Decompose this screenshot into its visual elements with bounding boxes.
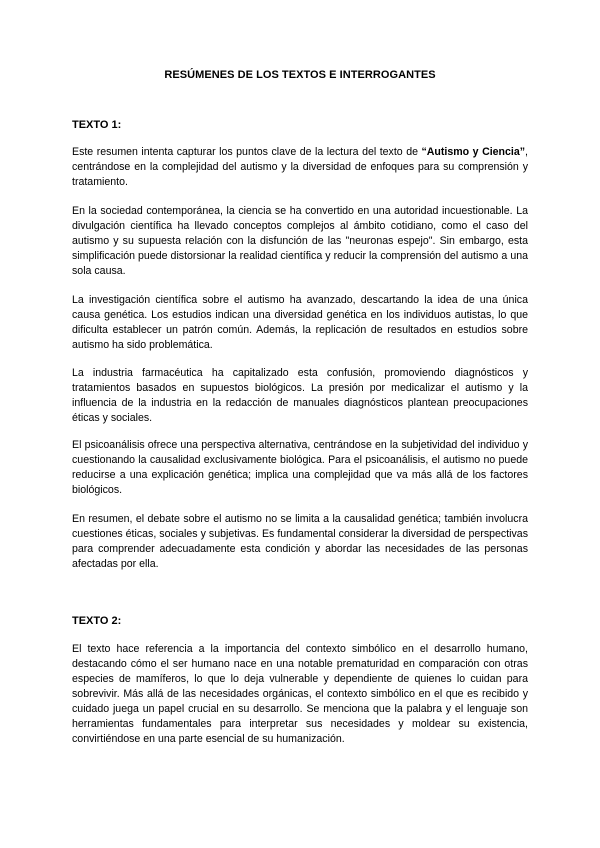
texto1-intro-paragraph [72, 145, 528, 190]
intro-text-before: Este resumen intenta capturar los puntos clave de la lectura del texto de [72, 146, 422, 158]
texto1-paragraph: La investigación científica sobre el autismo ha avanzado, descartando la idea de una única causa genética. Los estudios indican una diversidad genética en los individuos autistas, lo que dificulta establecer un patrón común. Además, la replicación de resultados en estudios sobre autismo ha sido problemática. [72, 294, 528, 351]
intro-text-after: , centrándose en la complejidad del autismo y la diversidad de enfoques para su comprensión y tratamiento. [72, 146, 528, 188]
texto1-paragraph: En la sociedad contemporánea, la ciencia se ha convertido en una autoridad incuestionable. La divulgación científica ha llevado conceptos complejos al ámbito cotidiano, como el caso del autismo y su supuesta relación con la disfunción de las "neuronas espejo". Sin embargo, esta simplificación puede distorsionar la realidad científica y reducir la comprensión del autismo a una sola causa. [72, 205, 528, 277]
texto2-paragraph: El texto hace referencia a la importancia del contexto simbólico en el desarrollo humano, destacando cómo el ser humano nace en una notable prematuridad en comparación con otras especies de mamíferos, lo que lo deja vulnerable y dependiente de quienes lo cuidan para sobrevivir. Más allá de las necesidades orgánicas, el contexto simbólico en el que es recibido y cuidado juega un papel crucial en su desarrollo. Se menciona que la palabra y el lenguaje son herramientas fundamentales para interpretar sus necesidades y moldear su existencia, convirtiéndose en una parte esencial de su humanización. [72, 643, 528, 745]
texto1-paragraph: En resumen, el debate sobre el autismo no se limita a la causalidad genética; también involucra cuestiones éticas, sociales y subjetivas. Es fundamental considerar la diversidad de perspectivas para comprender adecuadamente esta condición y abordar las necesidades de las personas afectadas por ella. [72, 513, 528, 570]
texto1-paragraph: El psicoanálisis ofrece una perspectiva alternativa, centrándose en la subjetividad del individuo y cuestionando la causalidad exclusivamente biológica. Para el psicoanálisis, el autismo no puede reducirse a una explicación genética; implica una complejidad que va más allá de los factores biológicos. [72, 439, 528, 496]
texto1-heading: TEXTO 1: [72, 119, 122, 131]
texto1-paragraph: La industria farmacéutica ha capitalizado esta confusión, promoviendo diagnósticos y tratamientos basados en supuestos biológicos. La presión por medicalizar el autismo y la influencia de la industria en la redacción de manuales diagnósticos plantean preocupaciones éticas y sociales. [72, 367, 528, 424]
document-title: RESÚMENES DE LOS TEXTOS E INTERROGANTES [164, 69, 436, 81]
intro-book-title: “Autismo y Ciencia” [421, 146, 526, 158]
texto2-heading: TEXTO 2: [72, 615, 122, 627]
